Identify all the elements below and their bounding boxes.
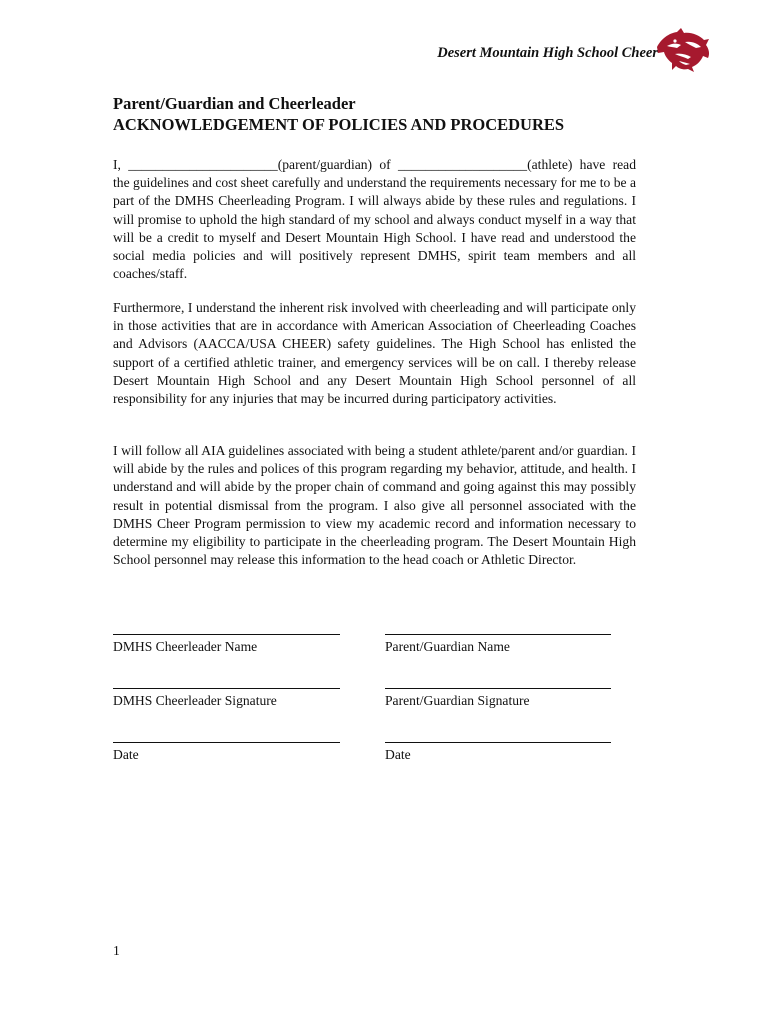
- parent-date-field[interactable]: [385, 742, 611, 763]
- page-number: 1: [113, 943, 120, 958]
- parent-name-field[interactable]: [385, 634, 611, 655]
- parent-signature-label: Parent/Guardian Signature: [385, 693, 530, 708]
- signature-line: [385, 634, 611, 635]
- acknowledgement-paragraph: I, ______________________(parent/guardian) of ___________________(athlete) have read the guidelines and cost sheet carefully and understand the requirements necessary for me to be a part of the DMHS Cheerleading Program. I will always abide by these rules and regulations. I will promise to uphold the high standard of my school and always conduct myself in a way that will be a credit to myself and Desert Mountain High School. I have read and understood the social media policies and will positively represent DMHS, spirit team members and all coaches/staff.: [113, 157, 636, 282]
- document-title-line-1: Parent/Guardian and Cheerleader: [113, 94, 356, 113]
- wolf-head-logo-icon: [655, 27, 711, 73]
- risk-release-paragraph: Furthermore, I understand the inherent risk involved with cheerleading and will participate only in those activities that are in accordance with American Association of Cheerleading Coaches and Advisors (AACCA/USA CHEER) safety guidelines. The High School has enlisted the support of a certified athletic trainer, and emergency services will be on call. I thereby release Desert Mountain High School and any Desert Mountain High School personnel of all responsibility for any injuries that may be incurred during participatory activities.: [113, 300, 636, 407]
- cheerleader-name-label: DMHS Cheerleader Name: [113, 639, 258, 654]
- parent-name-label: Parent/Guardian Name: [385, 639, 510, 654]
- cheerleader-signature-field[interactable]: [113, 688, 340, 709]
- signature-line: [113, 742, 340, 743]
- cheerleader-name-field[interactable]: [113, 634, 340, 655]
- cheerleader-signature-label: DMHS Cheerleader Signature: [113, 693, 277, 708]
- signature-line: [113, 634, 340, 635]
- school-header-title: Desert Mountain High School Cheer: [437, 45, 658, 61]
- aia-guidelines-paragraph: I will follow all AIA guidelines associated with being a student athlete/parent and/or guardian. I will abide by the rules and polices of this program regarding my behavior, attitude, and health. I understand and will abide by the proper chain of command and going against this may possibly result in potential dismissal from the program. I also give all personnel associated with the DMHS Cheer Program permission to view my academic record and information necessary to determine my eligibility to participate in the cheerleading program. The Desert Mountain High School personnel may release this information to the head coach or Athletic Director.: [113, 443, 636, 568]
- signature-line: [385, 742, 611, 743]
- cheerleader-date-field[interactable]: [113, 742, 340, 763]
- cheerleader-date-label: Date: [113, 747, 139, 762]
- parent-signature-field[interactable]: [385, 688, 611, 709]
- signature-line: [385, 688, 611, 689]
- signature-line: [113, 688, 340, 689]
- document-title-line-2: ACKNOWLEDGEMENT OF POLICIES AND PROCEDURES: [113, 115, 565, 134]
- parent-date-label: Date: [385, 747, 411, 762]
